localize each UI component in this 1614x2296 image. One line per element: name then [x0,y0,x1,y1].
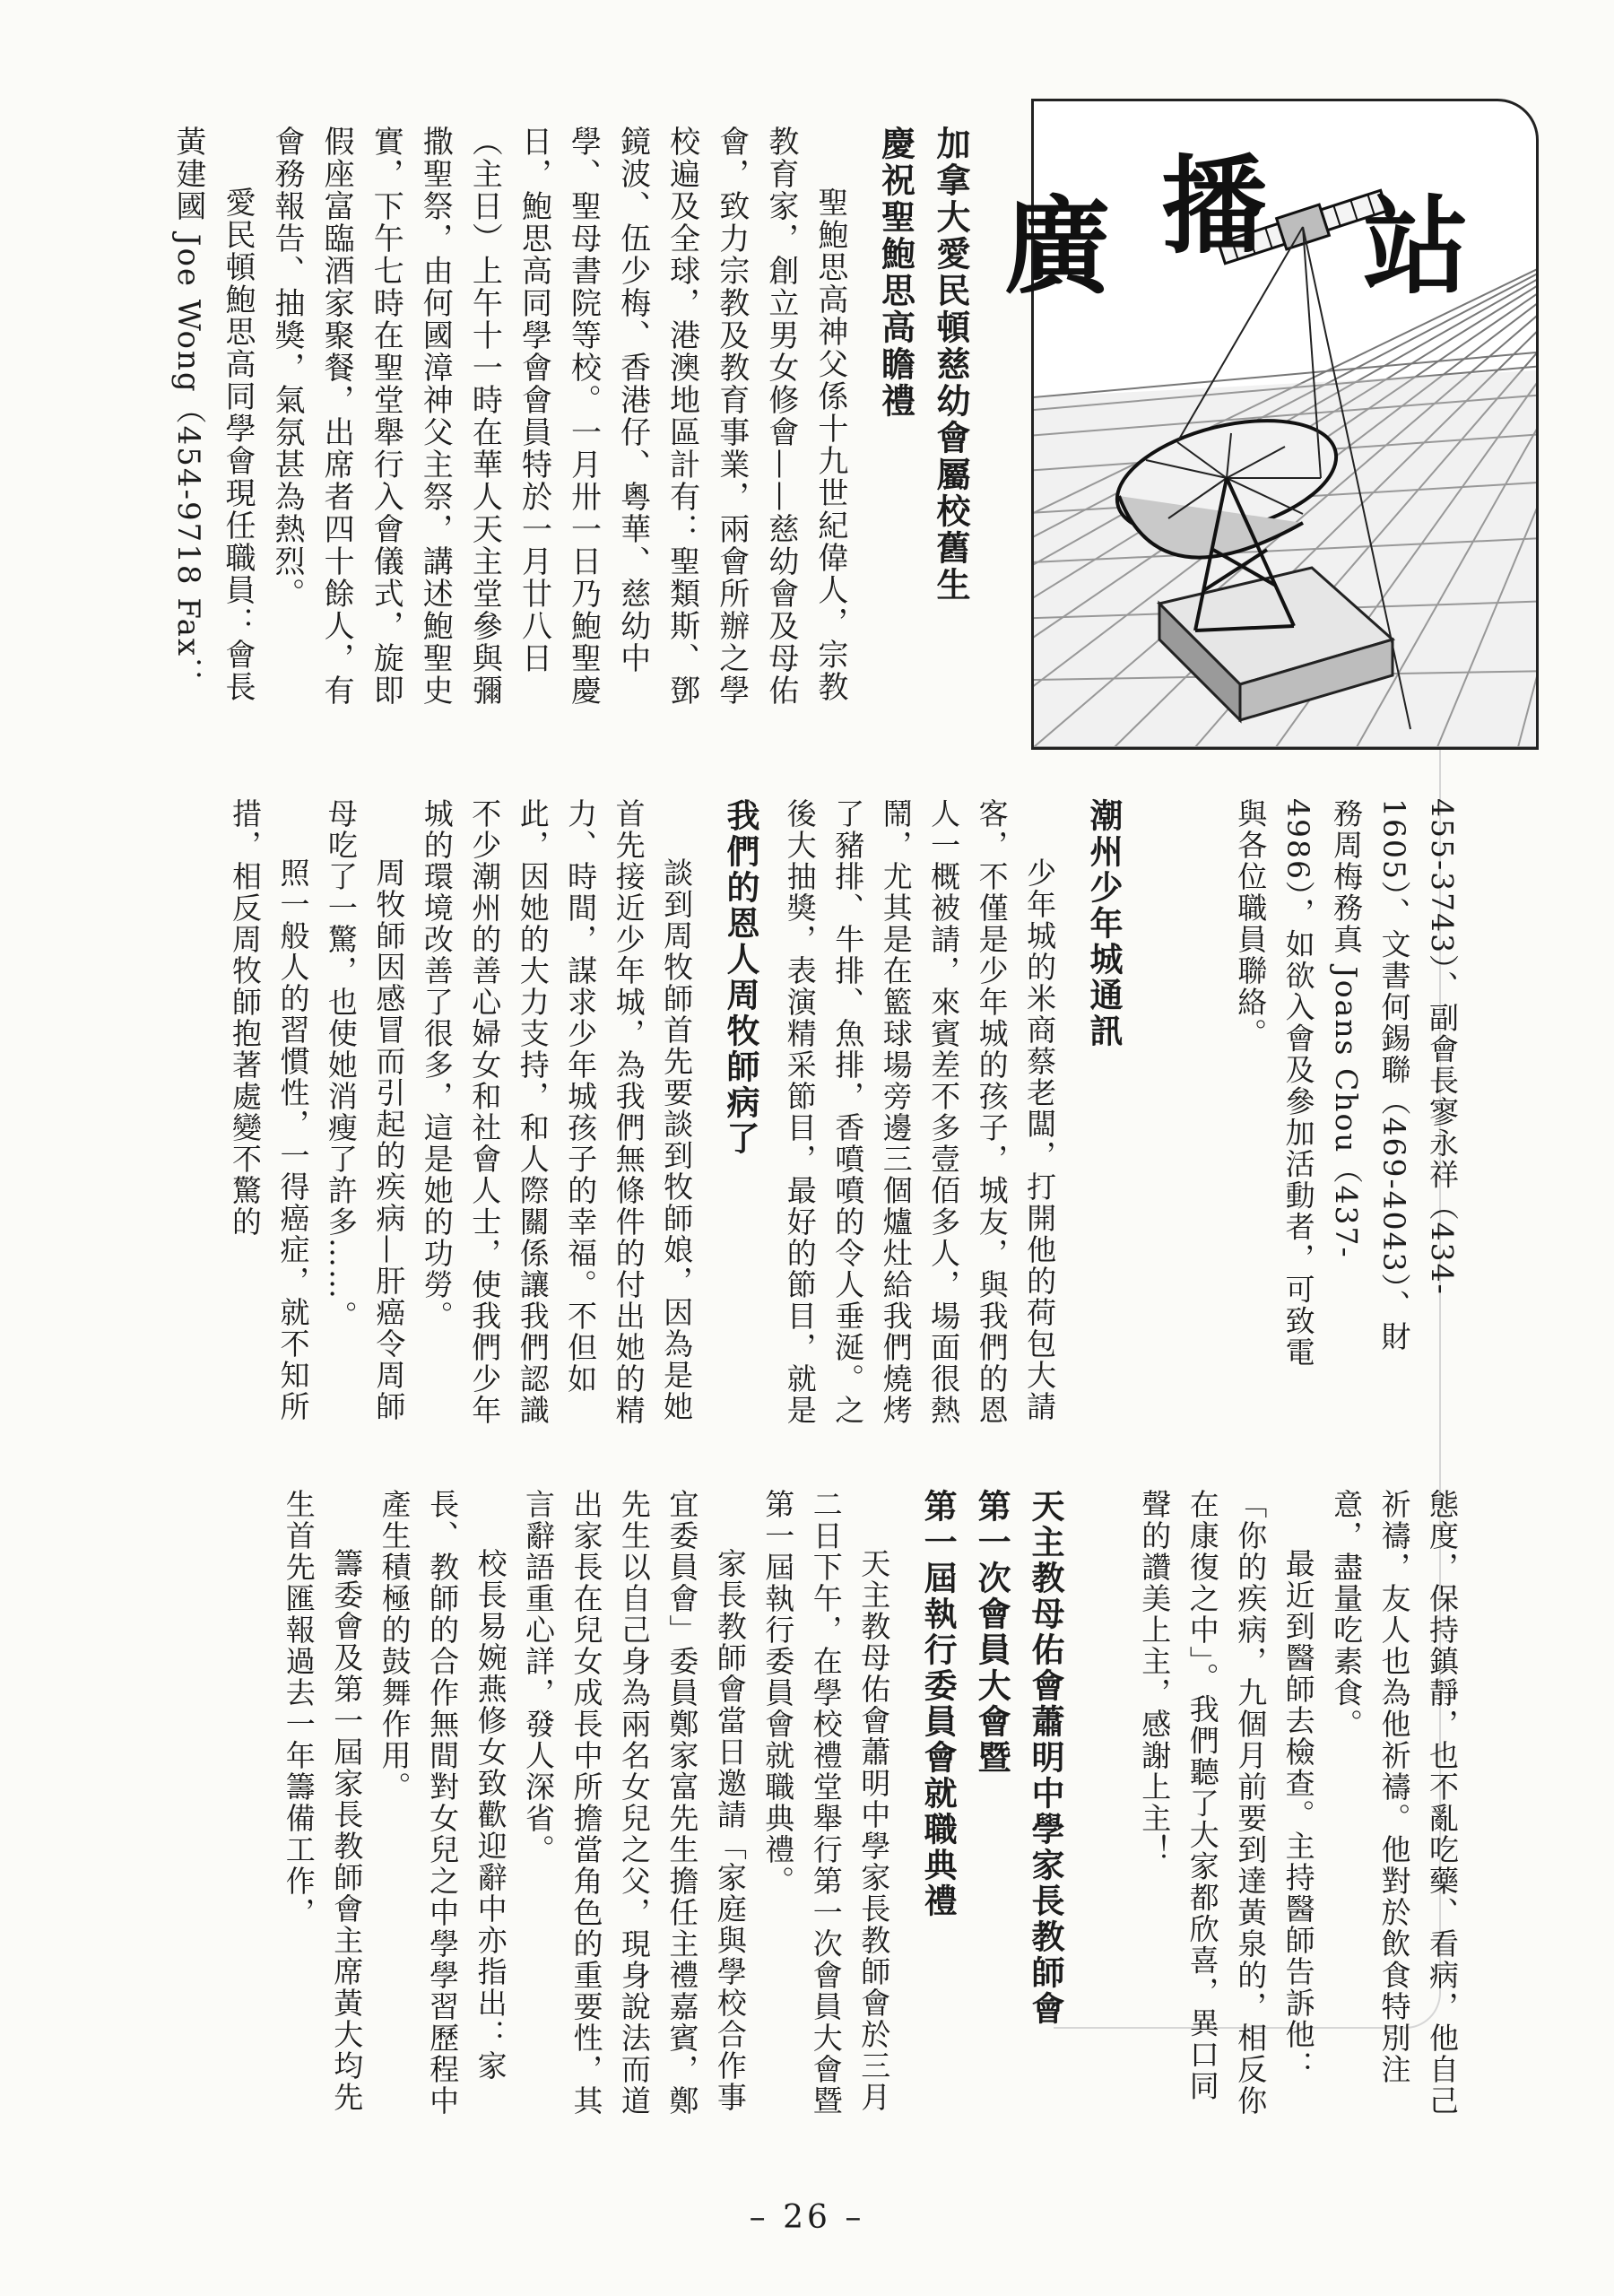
paragraph: 籌委會及第一屆家長教師會主席黃大均先生首先匯報過去一年籌備工作， [281,1489,365,2113]
article-title [713,798,767,1426]
paragraph: 照一般人的習慣性，一得癌症，就不知所措，相反周牧師抱著處變不驚的 [227,798,311,1422]
article-pta-inauguration [139,1489,1072,2117]
article-bosco-alumni-continued [1134,798,1466,1372]
article-boys-town-news [780,798,1130,1426]
title-line: 潮州少年城通訊 [1084,798,1123,1049]
title-line: 天主教母佑會蕭明中學家長教師會 [1026,1489,1064,2027]
paragraph: 態度，保持鎮靜，也不亂吃藥、看病，他自己祈禱，友人也為他祈禱。他對於飲食特別注意，盡量吃素食。 [1329,1489,1460,2117]
paragraph: 455-3743）、副會長寥永祥（434-1605）、文書何錫聯（469-4043）、財務周梅務真 Joans Chou（437-4986），如欲入會及參加活動者，可致電與各位職員聯絡。 [1233,798,1460,1369]
paragraph: 少年城的米商蔡老闆，打開他的荷包大請客，不僅是少年城的孩子，城友，與我們的恩人一概被請，來賓差不多壹佰多人，場面很熱鬧，尤其是在籃球場旁邊三個爐灶給我們燒烤了豬排、牛排、魚排，香噴噴的令人垂涎。之後大抽獎，表演精采節目，最好的節目，就是 [782,798,1058,1426]
paragraph: 聖鮑思高神父係十九世紀偉人，宗教教育家，創立男女修會——慈幼會及母佑會，致力宗教及教育事業，兩會所辦之學校遍及全球，港澳地區計有：聖類斯、鄧鏡波、伍少梅、香港仔、粵華、慈幼中學、聖母書院等校。一月卅一日乃鮑聖慶日，鮑思高同學會會員特於一月廿八日（主日）上午十一時在華人天主堂參與彌撒聖祭，由何國漳神父主祭，講述鮑聖史實，下午七時在聖堂舉行入會儀式，旋即假座富臨酒家聚餐，出席者四十餘人，有會務報告、抽獎，氣氛甚為熱烈。 [269,126,848,707]
title-line: 加拿大愛民頓慈幼會屬校舊生 [931,126,970,604]
title-line: 我們的恩人周牧師病了 [721,798,759,1157]
article-title [910,1489,1072,2117]
banner-char: 廣 [1004,185,1116,309]
article-pastor-chow-ill-continued [1080,1489,1466,2117]
paragraph: 天主教母佑會蕭明中學家長教師會於三月二日下午，在學校禮堂舉行第一次會員大會暨第一屆執行委員會就職典禮。 [760,1489,892,2117]
title-line: 第一屆執行委員會就職典禮 [918,1489,958,1919]
banner-char: 播 [1161,144,1273,268]
banner-char: 站 [1363,185,1475,309]
paragraph: 周牧師因感冒而引起的疾病—肝癌令周師母吃了一驚，也使她消瘦了許多……。 [323,798,407,1422]
article-bosco-alumni [148,126,977,726]
paragraph: 家長教師會當日邀請「家庭與學校合作事宜委員會」委員鄭家富先生擔任主禮嘉賓，鄭先生以自己身為兩名女兒之父，現身說法而道出家長在兒女成長中所擔當角色的重要性，其言辭語重心詳，發人深省。 [521,1489,748,2117]
page-number: – 26 – [749,2199,865,2236]
paragraph: 最近到醫師去檢查。主持醫師告訴他：「你的疾病，九個月前要到達黃泉的，相反你在康復之中」。我們聽了大家都欣喜，異口同聲的讚美上主，感謝上主！ [1137,1489,1316,2117]
paragraph: 愛民頓鮑思高同學會現任職員：會長黃建國 Joe Wong（454-9718 Fax： [169,126,256,703]
title-line: 慶祝聖鮑思高瞻禮 [875,126,915,420]
article-pastor-chow-ill [139,798,767,1426]
article-title [1076,798,1130,1426]
paragraph: 校長易婉燕修女致歡迎辭中亦指出：家長、教師的合作無間對女兒之中學學習歷程中產生積極的鼓舞作用。 [377,1489,508,2117]
paragraph: 談到周牧師首先要談到牧師娘，因為是她首先接近少年城，為我們無條件的付出她的精力、時間，謀求少年城孩子的幸福。不但如此，因她的大力支持，和人際關係讓我們認識不少潮州的善心婦女和社會人士，使我們少年城的環境改善了很多，這是她的功勞。 [419,798,695,1426]
article-title [867,126,977,726]
title-line: 第一次會員大會暨 [972,1489,1011,1776]
